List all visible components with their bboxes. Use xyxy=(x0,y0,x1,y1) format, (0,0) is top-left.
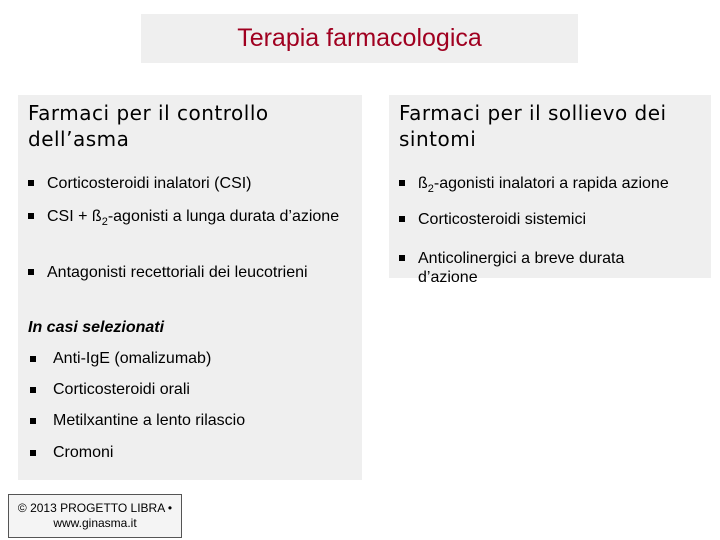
item-text: Anti-IgE (omalizumab) xyxy=(53,350,212,367)
bullet-icon xyxy=(28,269,34,275)
controller-heading: Farmaci per il controllo dell’asma xyxy=(28,101,269,151)
item-subscript: 2 xyxy=(101,216,108,229)
bullet-icon xyxy=(399,216,405,222)
item-text-post: -agonisti inalatori a rapida azione xyxy=(433,175,669,192)
list-item xyxy=(28,263,347,282)
list-item xyxy=(28,174,347,193)
item-subscript: 2 xyxy=(427,183,434,196)
list-item xyxy=(28,444,113,462)
bullet-icon xyxy=(28,213,34,219)
list-item xyxy=(399,174,718,199)
item-text-pre: ß xyxy=(418,175,428,192)
page-title: Terapia farmacologica xyxy=(237,24,482,52)
reliever-drugs-panel xyxy=(389,95,711,286)
item-text: Anticolinergici a breve durata d’azione xyxy=(418,250,625,286)
title-box xyxy=(141,14,578,63)
bullet-icon xyxy=(30,356,36,362)
footer-copyright: © 2013 PROGETTO LIBRA • xyxy=(17,501,173,515)
item-text: Corticosteroidi inalatori (CSI) xyxy=(47,175,252,192)
item-text: Corticosteroidi orali xyxy=(53,381,190,398)
copyright-footer xyxy=(8,494,182,538)
bullet-icon xyxy=(399,180,405,186)
item-text: Corticosteroidi sistemici xyxy=(418,211,587,228)
reliever-heading: Farmaci per il sollievo dei sintomi xyxy=(399,101,667,151)
selected-cases-heading: In casi selezionati xyxy=(28,319,165,336)
item-text: Antagonisti recettoriali dei leucotrieni xyxy=(47,264,308,281)
bullet-icon xyxy=(30,450,36,456)
item-text-pre: CSI + ß xyxy=(47,208,102,225)
list-item xyxy=(28,350,211,368)
list-item xyxy=(399,249,668,287)
bullet-icon xyxy=(399,255,405,261)
bullet-icon xyxy=(30,387,36,393)
list-item xyxy=(28,207,347,232)
bullet-icon xyxy=(30,418,36,424)
item-text: Cromoni xyxy=(53,444,114,461)
item-text-post: -agonisti a lunga durata d’azione xyxy=(107,208,340,225)
list-item xyxy=(28,381,190,399)
list-item xyxy=(28,412,245,430)
bullet-icon xyxy=(28,180,34,186)
list-item xyxy=(399,210,718,229)
footer-website: www.ginasma.it xyxy=(53,516,137,530)
item-text: Metilxantine a lento rilascio xyxy=(53,412,246,429)
controller-drugs-panel xyxy=(18,95,362,480)
